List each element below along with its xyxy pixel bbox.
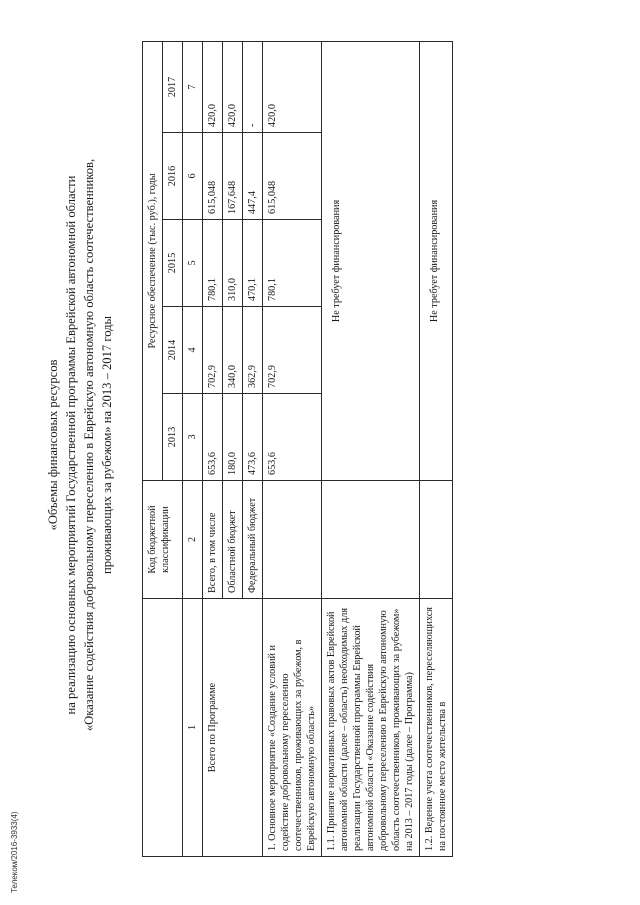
table-row [420,41,453,856]
no-financing-note: Не требует финансирования [420,41,453,480]
value-cell: 702,9 [203,307,223,394]
col-number: 5 [183,220,203,307]
value-cell: 615,048 [263,133,322,220]
value-cell: 310,0 [223,220,243,307]
budget-table [142,41,453,857]
kbk-cell [263,481,322,599]
title-line-1: «Объемы финансовых ресурсов [46,359,60,531]
title-line-4: проживающих за рубежом» на 2013 – 2017 годы [100,315,114,575]
col-number: 2 [183,481,203,599]
year-2017: 2017 [163,41,183,132]
col-number: 3 [183,394,203,481]
value-cell: 362,9 [243,307,263,394]
value-cell: 420,0 [203,41,223,132]
value-cell: 167,648 [223,133,243,220]
row-label: Федеральный бюджет [243,481,263,599]
value-cell: 470,1 [243,220,263,307]
col-number: 1 [183,599,203,857]
table-row [322,41,420,856]
document-stamp: Телеком/2016-3933(4) [10,811,19,893]
total-program-label: Всего по Программе [203,599,263,857]
value-cell: 340,0 [223,307,243,394]
item-1-name: 1. Основное мероприятие «Создание условий и содействие добровольному переселению соотечественников, проживающих за рубежом, в Еврейскую автономную область» [263,599,322,857]
header-blank-cell [143,599,183,857]
value-cell: 653,6 [263,394,322,481]
col-number: 6 [183,133,203,220]
table-row [203,41,223,856]
value-cell: - [243,41,263,132]
item-1-1-name: 1.1. Принятие нормативных правовых актов Еврейской автономной области (далее – область) необходимых для реализации Государственной программы Еврейской автономной области «Оказание содействия добровольному переселению в Еврейскую автономную область соотечественников, проживающих за рубежом» на 2013 – 2017 годы (далее – Программа) [322,599,420,857]
value-cell: 420,0 [223,41,243,132]
year-2016: 2016 [163,133,183,220]
value-cell: 780,1 [203,220,223,307]
title-line-2: на реализацию основных мероприятий Государственной программы Еврейской автономной области [64,175,78,715]
row-label: Областной бюджет [223,481,243,599]
header-kbk: Код бюджетной классификации [143,481,183,599]
value-cell: 702,9 [263,307,322,394]
title-line-3: «Оказание содействия добровольному переселению в Еврейскую автономную область соотечественников, [82,158,96,732]
document-title [44,135,116,755]
kbk-cell [322,481,420,599]
year-2014: 2014 [163,307,183,394]
value-cell: 780,1 [263,220,322,307]
value-cell: 447,4 [243,133,263,220]
header-resources: Ресурсное обеспечение (тыс. руб.), годы [143,41,163,480]
col-number: 4 [183,307,203,394]
year-2013: 2013 [163,394,183,481]
row-label: Всего, в том числе [203,481,223,599]
value-cell: 180,0 [223,394,243,481]
no-financing-note: Не требует финансирования [322,41,420,480]
value-cell: 420,0 [263,41,322,132]
table-row [263,41,322,856]
value-cell: 615,048 [203,133,223,220]
value-cell: 473,6 [243,394,263,481]
table-number-row [183,41,203,856]
col-number: 7 [183,41,203,132]
year-2015: 2015 [163,220,183,307]
item-1-2-name: 1.2. Ведение учета соотечественников, переселяющихся на постоянное место жительства в [420,599,453,857]
value-cell: 653,6 [203,394,223,481]
kbk-cell [420,481,453,599]
table-header-row [143,41,163,856]
